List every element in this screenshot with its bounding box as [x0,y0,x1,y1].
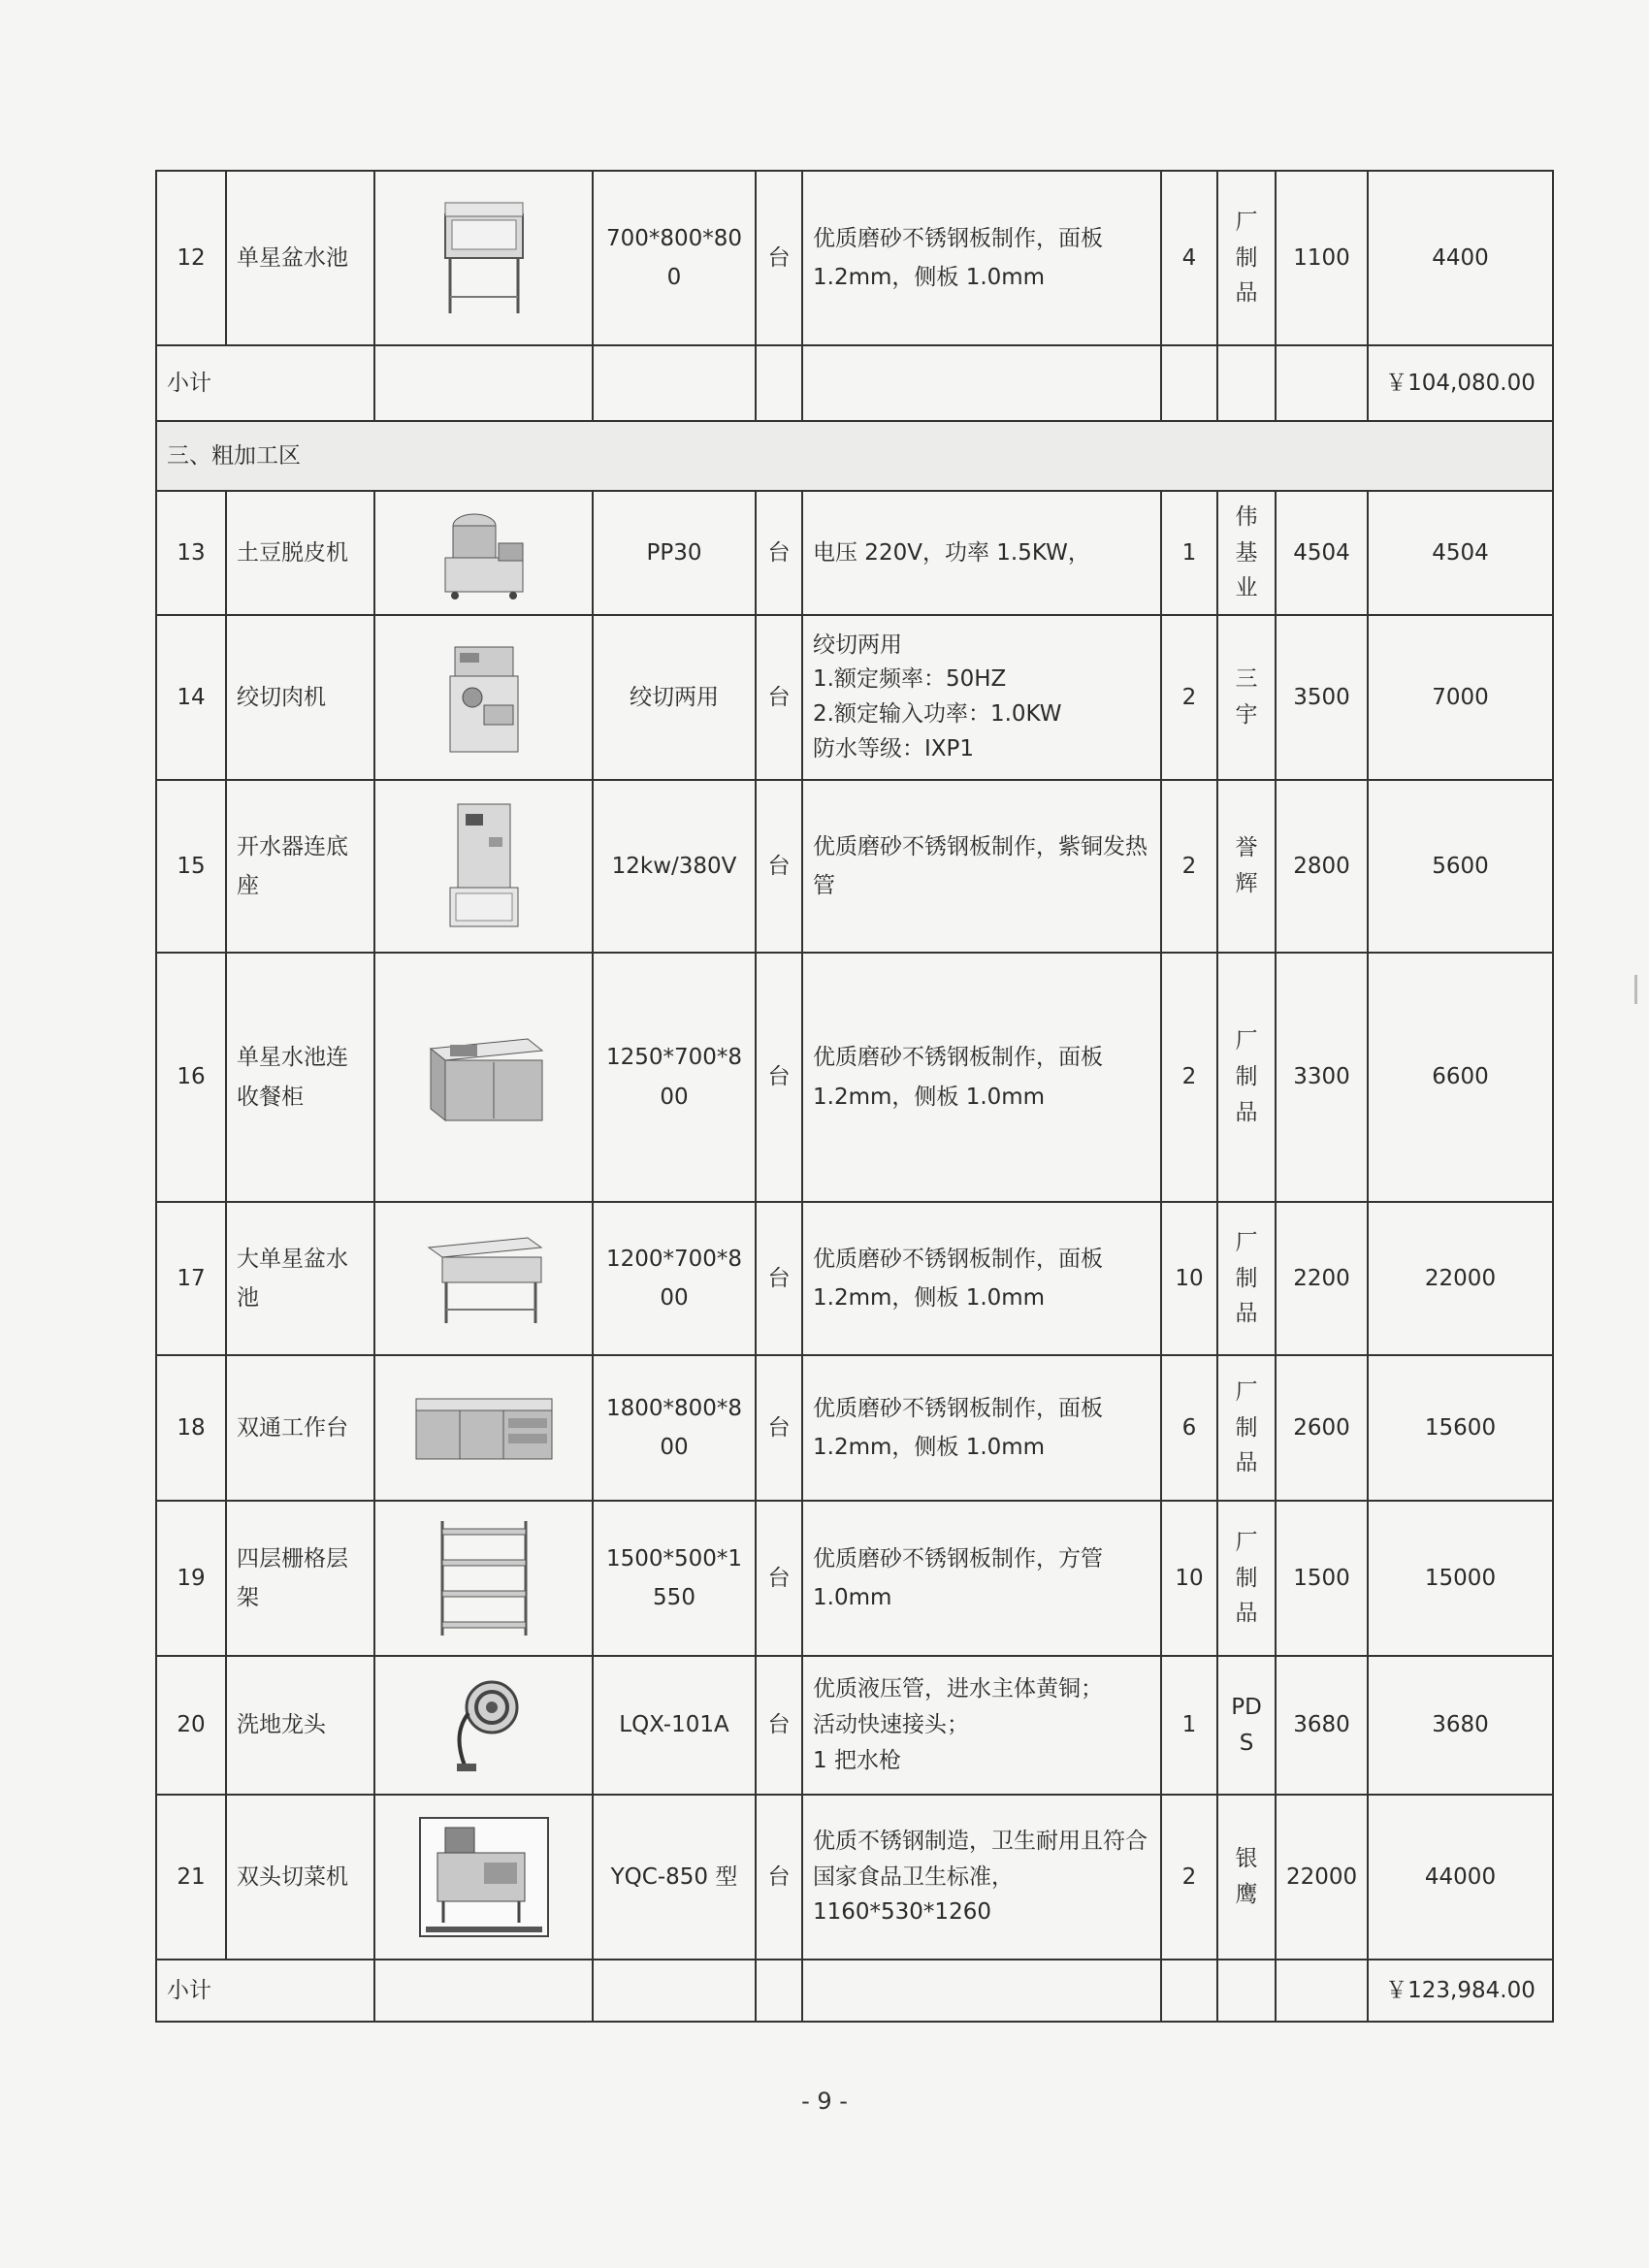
unit-price-cell: 3500 [1276,615,1368,780]
model-cell: 1250*700*800 [593,953,756,1202]
spec-line: 优质磨砂不锈钢板制作，面板1.2mm，侧板 1.0mm [813,1045,1103,1110]
section-heading: 三、粗加工区 [156,421,1553,491]
quantity-cell: 1 [1161,491,1217,615]
spec-line: 优质磨砂不锈钢板制作，面板1.2mm，侧板 1.0mm [813,225,1103,290]
item-name: 单星水池连收餐柜 [226,953,374,1202]
item-number: 21 [156,1795,226,1960]
item-number: 12 [156,171,226,345]
table-row [156,1501,1553,1656]
spec-line: 电压 220V，功率 1.5KW， [813,539,1090,566]
table-row [156,615,1553,780]
model-cell: 12kw/380V [593,780,756,953]
unit-cell: 台 [756,1656,802,1795]
total-cell: 44000 [1368,1795,1553,1960]
meat-grinder-image [374,615,593,780]
table-row [156,780,1553,953]
spec-line: 优质磨砂不锈钢板制作，面板1.2mm，侧板 1.0mm [813,1246,1103,1311]
item-number: 15 [156,780,226,953]
model-cell: 1200*700*800 [593,1202,756,1355]
brand-char: 宇 [1235,702,1258,728]
quantity-cell: 10 [1161,1202,1217,1355]
equipment-quote-table [155,170,1554,2023]
item-name: 绞切肉机 [226,615,374,780]
model-cell: YQC-850 型 [593,1795,756,1960]
unit-price-cell: 1100 [1276,171,1368,345]
quantity-cell: 2 [1161,1795,1217,1960]
total-cell: 4504 [1368,491,1553,615]
brand-char: 三 [1235,666,1258,693]
brand-char: 制 [1235,244,1258,271]
unit-price-cell: 3680 [1276,1656,1368,1795]
brand-char: 厂 [1235,1529,1258,1555]
spec-cell [802,491,1161,615]
spec-cell [802,1202,1161,1355]
quantity-cell: 2 [1161,953,1217,1202]
table-row [156,1355,1553,1501]
brand-cell [1217,171,1276,345]
brand-cell [1217,491,1276,615]
item-number: 13 [156,491,226,615]
unit-cell: 台 [756,1795,802,1960]
brand-cell [1217,1202,1276,1355]
brand-char: 业 [1235,575,1258,601]
quantity-cell: 1 [1161,1656,1217,1795]
model-cell: 绞切两用 [593,615,756,780]
unit-price-cell: 4504 [1276,491,1368,615]
item-number: 17 [156,1202,226,1355]
quantity-cell: 10 [1161,1501,1217,1656]
table-row [156,1202,1553,1355]
hose-reel-image [374,1656,593,1795]
total-cell: 15000 [1368,1501,1553,1656]
brand-char: 品 [1235,1099,1258,1125]
model-cell: 1800*800*800 [593,1355,756,1501]
item-number: 14 [156,615,226,780]
unit-price-cell: 22000 [1276,1795,1368,1960]
brand-cell [1217,780,1276,953]
brand-char: 品 [1235,280,1258,307]
item-name: 双通工作台 [226,1355,374,1501]
unit-cell: 台 [756,615,802,780]
total-cell: 5600 [1368,780,1553,953]
unit-price-cell: 2200 [1276,1202,1368,1355]
subtotal-row [156,1960,1553,2022]
scan-edge-mark [1634,975,1637,1004]
table-row [156,171,1553,345]
spec-cell [802,780,1161,953]
total-cell: 3680 [1368,1656,1553,1795]
unit-price-cell: 3300 [1276,953,1368,1202]
subtotal-label: 小计 [156,1960,374,2022]
brand-char: 品 [1235,1301,1258,1327]
brand-char: 誉 [1235,835,1258,861]
item-number: 19 [156,1501,226,1656]
spec-cell [802,1656,1161,1795]
brand-cell [1217,953,1276,1202]
page-number: - 9 - [801,2088,848,2115]
brand-char: 厂 [1235,209,1258,235]
unit-cell: 台 [756,1355,802,1501]
brand-char: 银 [1235,1846,1258,1872]
potato-peeler-image [374,491,593,615]
brand-char: 基 [1235,539,1258,566]
brand-cell [1217,1355,1276,1501]
quantity-cell: 6 [1161,1355,1217,1501]
spec-line: 优质液压管，进水主体黄铜； [813,1676,1103,1702]
item-number: 20 [156,1656,226,1795]
item-name: 洗地龙头 [226,1656,374,1795]
model-cell: PP30 [593,491,756,615]
unit-price-cell: 2600 [1276,1355,1368,1501]
unit-cell: 台 [756,1202,802,1355]
spec-line: 防水等级：IXP1 [813,735,975,761]
spec-line: 1 把水枪 [813,1747,901,1773]
table-row [156,1656,1553,1795]
spec-line: 1.额定频率：50HZ [813,666,1007,693]
brand-char: 鹰 [1235,1882,1258,1907]
subtotal-label: 小计 [156,345,374,421]
brand-cell [1217,615,1276,780]
quantity-cell: 4 [1161,171,1217,345]
item-name: 大单星盆水池 [226,1202,374,1355]
table-row [156,953,1553,1202]
brand-char: PD [1231,1694,1262,1720]
brand-char: 厂 [1235,1378,1258,1405]
total-cell: 6600 [1368,953,1553,1202]
workbench-image [374,1355,593,1501]
spec-cell [802,171,1161,345]
brand-cell [1217,1501,1276,1656]
large-sink-image [374,1202,593,1355]
sink-cabinet-image [374,953,593,1202]
brand-char: 制 [1235,1064,1258,1090]
brand-char: 制 [1235,1414,1258,1441]
unit-price-cell: 1500 [1276,1501,1368,1656]
unit-cell: 台 [756,491,802,615]
spec-line: 优质磨砂不锈钢板制作，紫铜发热管 [813,833,1148,898]
table-row [156,491,1553,615]
spec-cell [802,1501,1161,1656]
item-number: 16 [156,953,226,1202]
brand-char: 品 [1235,1450,1258,1476]
spec-cell [802,615,1161,780]
unit-cell: 台 [756,171,802,345]
quantity-cell: 2 [1161,615,1217,780]
unit-price-cell: 2800 [1276,780,1368,953]
subtotal-row [156,345,1553,421]
brand-char: 品 [1235,1601,1258,1627]
spec-cell [802,1355,1161,1501]
brand-char: 制 [1235,1565,1258,1591]
model-cell: 1500*500*1550 [593,1501,756,1656]
spec-line: 优质不锈钢制造，卫生耐用且符合国家食品卫生标准，1160*530*1260 [813,1828,1148,1926]
brand-char: 厂 [1235,1028,1258,1054]
unit-cell: 台 [756,780,802,953]
total-cell: 15600 [1368,1355,1553,1501]
total-cell: 22000 [1368,1202,1553,1355]
shelf-image [374,1501,593,1656]
subtotal-value: ￥104,080.00 [1368,345,1553,421]
spec-cell [802,1795,1161,1960]
water-boiler-image [374,780,593,953]
total-cell: 7000 [1368,615,1553,780]
spec-line: 绞切两用 [813,632,902,658]
brand-char: 厂 [1235,1229,1258,1255]
spec-cell [802,953,1161,1202]
spec-line: 优质磨砂不锈钢板制作，方管1.0mm [813,1545,1103,1610]
brand-char: 制 [1235,1265,1258,1291]
vegetable-cutter-image [374,1795,593,1960]
item-name: 单星盆水池 [226,171,374,345]
brand-cell [1217,1656,1276,1795]
table-row [156,1795,1553,1960]
spec-line: 优质磨砂不锈钢板制作，面板1.2mm，侧板 1.0mm [813,1395,1103,1460]
section-row [156,421,1553,491]
brand-char: S [1239,1730,1254,1756]
brand-char: 辉 [1235,871,1258,896]
item-name: 双头切菜机 [226,1795,374,1960]
item-name: 四层栅格层架 [226,1501,374,1656]
item-name: 土豆脱皮机 [226,491,374,615]
single-sink-image [374,171,593,345]
brand-char: 伟 [1235,503,1258,530]
item-number: 18 [156,1355,226,1501]
subtotal-value: ￥123,984.00 [1368,1960,1553,2022]
total-cell: 4400 [1368,171,1553,345]
quantity-cell: 2 [1161,780,1217,953]
spec-line: 活动快速接头； [813,1712,969,1738]
unit-cell: 台 [756,953,802,1202]
unit-cell: 台 [756,1501,802,1656]
brand-cell [1217,1795,1276,1960]
model-cell: 700*800*800 [593,171,756,345]
model-cell: LQX-101A [593,1656,756,1795]
spec-line: 2.额定输入功率：1.0KW [813,701,1062,727]
item-name: 开水器连底座 [226,780,374,953]
